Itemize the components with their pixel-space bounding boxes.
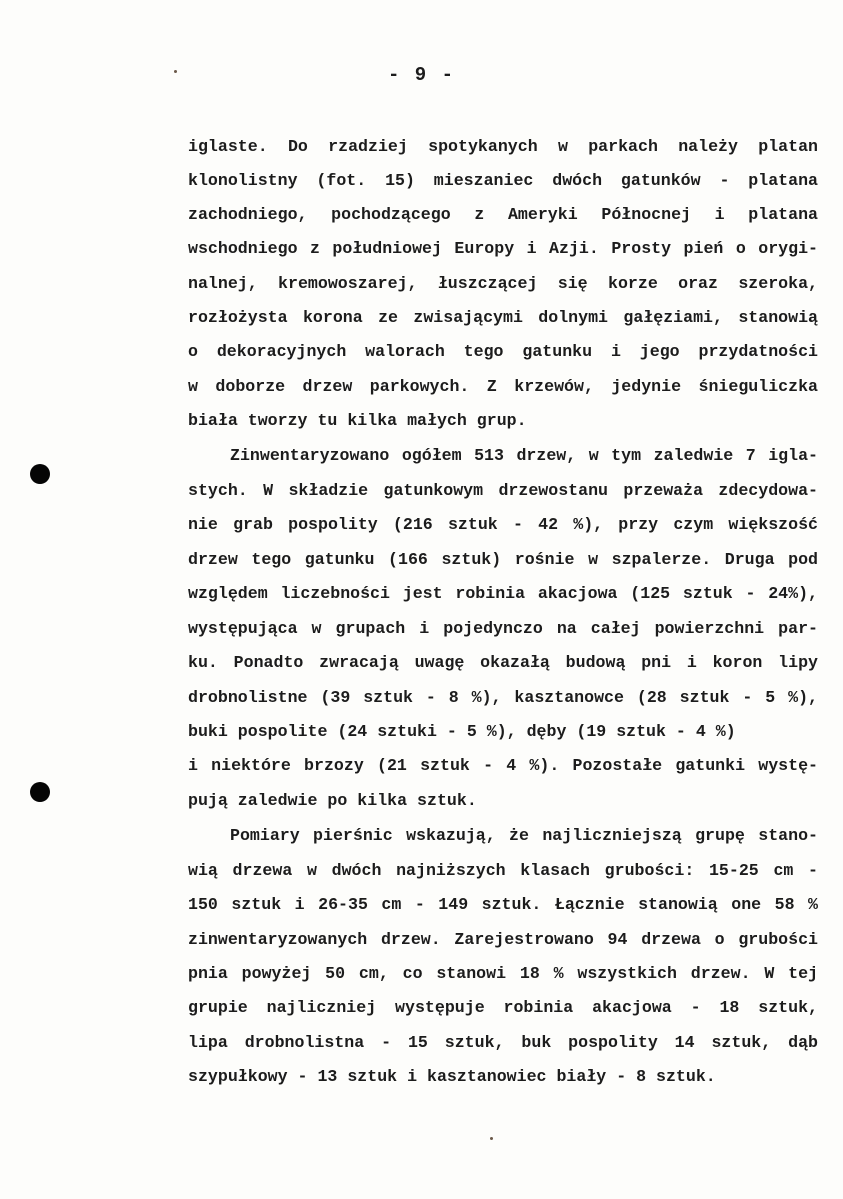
paper-speck [490,1137,493,1140]
paragraph-2-line: Zinwentaryzowano ogółem 513 drzew, w tym zaledwie 7 igla- [230,446,818,465]
paragraph-3-line: zinwentaryzowanych drzew. Zarejestrowano 94 drzewa o grubości [188,930,818,949]
paragraph-1-line: rozłożysta korona ze zwisającymi dolnymi gałęziami, stanowią [188,308,818,327]
paragraph-3-line: szypułkowy - 13 sztuk i kasztanowiec biały - 8 sztuk. [188,1067,716,1086]
punch-hole-top [30,464,50,484]
paragraph-2-line: ku. Ponadto zwracają uwagę okazałą budową pni i koron lipy [188,653,818,672]
paragraph-3-line: 150 sztuk i 26-35 cm - 149 sztuk. Łącznie stanowią one 58 % [188,895,818,914]
paragraph-3-line: wią drzewa w dwóch najniższych klasach grubości: 15-25 cm - [188,861,818,880]
paragraph-3-line: pnia powyżej 50 cm, co stanowi 18 % wszystkich drzew. W tej [188,964,818,983]
paragraph-3-line: Pomiary pierśnic wskazują, że najliczniejszą grupę stano- [230,826,818,845]
paragraph-1-line: iglaste. Do rzadziej spotykanych w parkach należy platan [188,137,818,156]
paragraph-1-line: klonolistny (fot. 15) mieszaniec dwóch gatunków - platana [188,171,818,190]
paragraph-2-line: buki pospolite (24 sztuki - 5 %), dęby (19 sztuk - 4 %) [188,722,736,741]
paragraph-1-line: zachodniego, pochodzącego z Ameryki Północnej i platana [188,205,818,224]
paragraph-1-line: nalnej, kremowoszarej, łuszczącej się korze oraz szeroka, [188,274,818,293]
paragraph-1-line: wschodniego z południowej Europy i Azji. Prosty pień o orygi- [188,239,818,258]
paragraph-2-line: drobnolistne (39 sztuk - 8 %), kasztanowce (28 sztuk - 5 %), [188,688,818,707]
paragraph-1-line: o dekoracyjnych walorach tego gatunku i jego przydatności [188,342,818,361]
paragraph-1-line: w doborze drzew parkowych. Z krzewów, jedynie śnieguliczka [188,377,818,396]
paragraph-2-line: występująca w grupach i pojedynczo na całej powierzchni par- [188,619,818,638]
punch-hole-bottom [30,782,50,802]
paragraph-2-line: drzew tego gatunku (166 sztuk) rośnie w szpalerze. Druga pod [188,550,818,569]
paragraph-2-line: pują zaledwie po kilka sztuk. [188,791,477,810]
paragraph-2-line: nie grab pospolity (216 sztuk - 42 %), przy czym większość [188,515,818,534]
paragraph-2-line: i niektóre brzozy (21 sztuk - 4 %). Pozostałe gatunki wystę- [188,756,818,775]
paragraph-2-line: stych. W składzie gatunkowym drzewostanu przeważa zdecydowa- [188,481,818,500]
paragraph-3-line: lipa drobnolistna - 15 sztuk, buk pospolity 14 sztuk, dąb [188,1033,818,1052]
paragraph-1-line: biała tworzy tu kilka małych grup. [188,411,527,430]
paragraph-3-line: grupie najliczniej występuje robinia akacjowa - 18 sztuk, [188,998,818,1017]
page-number: - 9 - [387,64,455,86]
paragraph-2-line: względem liczebności jest robinia akacjowa (125 sztuk - 24%), [188,584,818,603]
